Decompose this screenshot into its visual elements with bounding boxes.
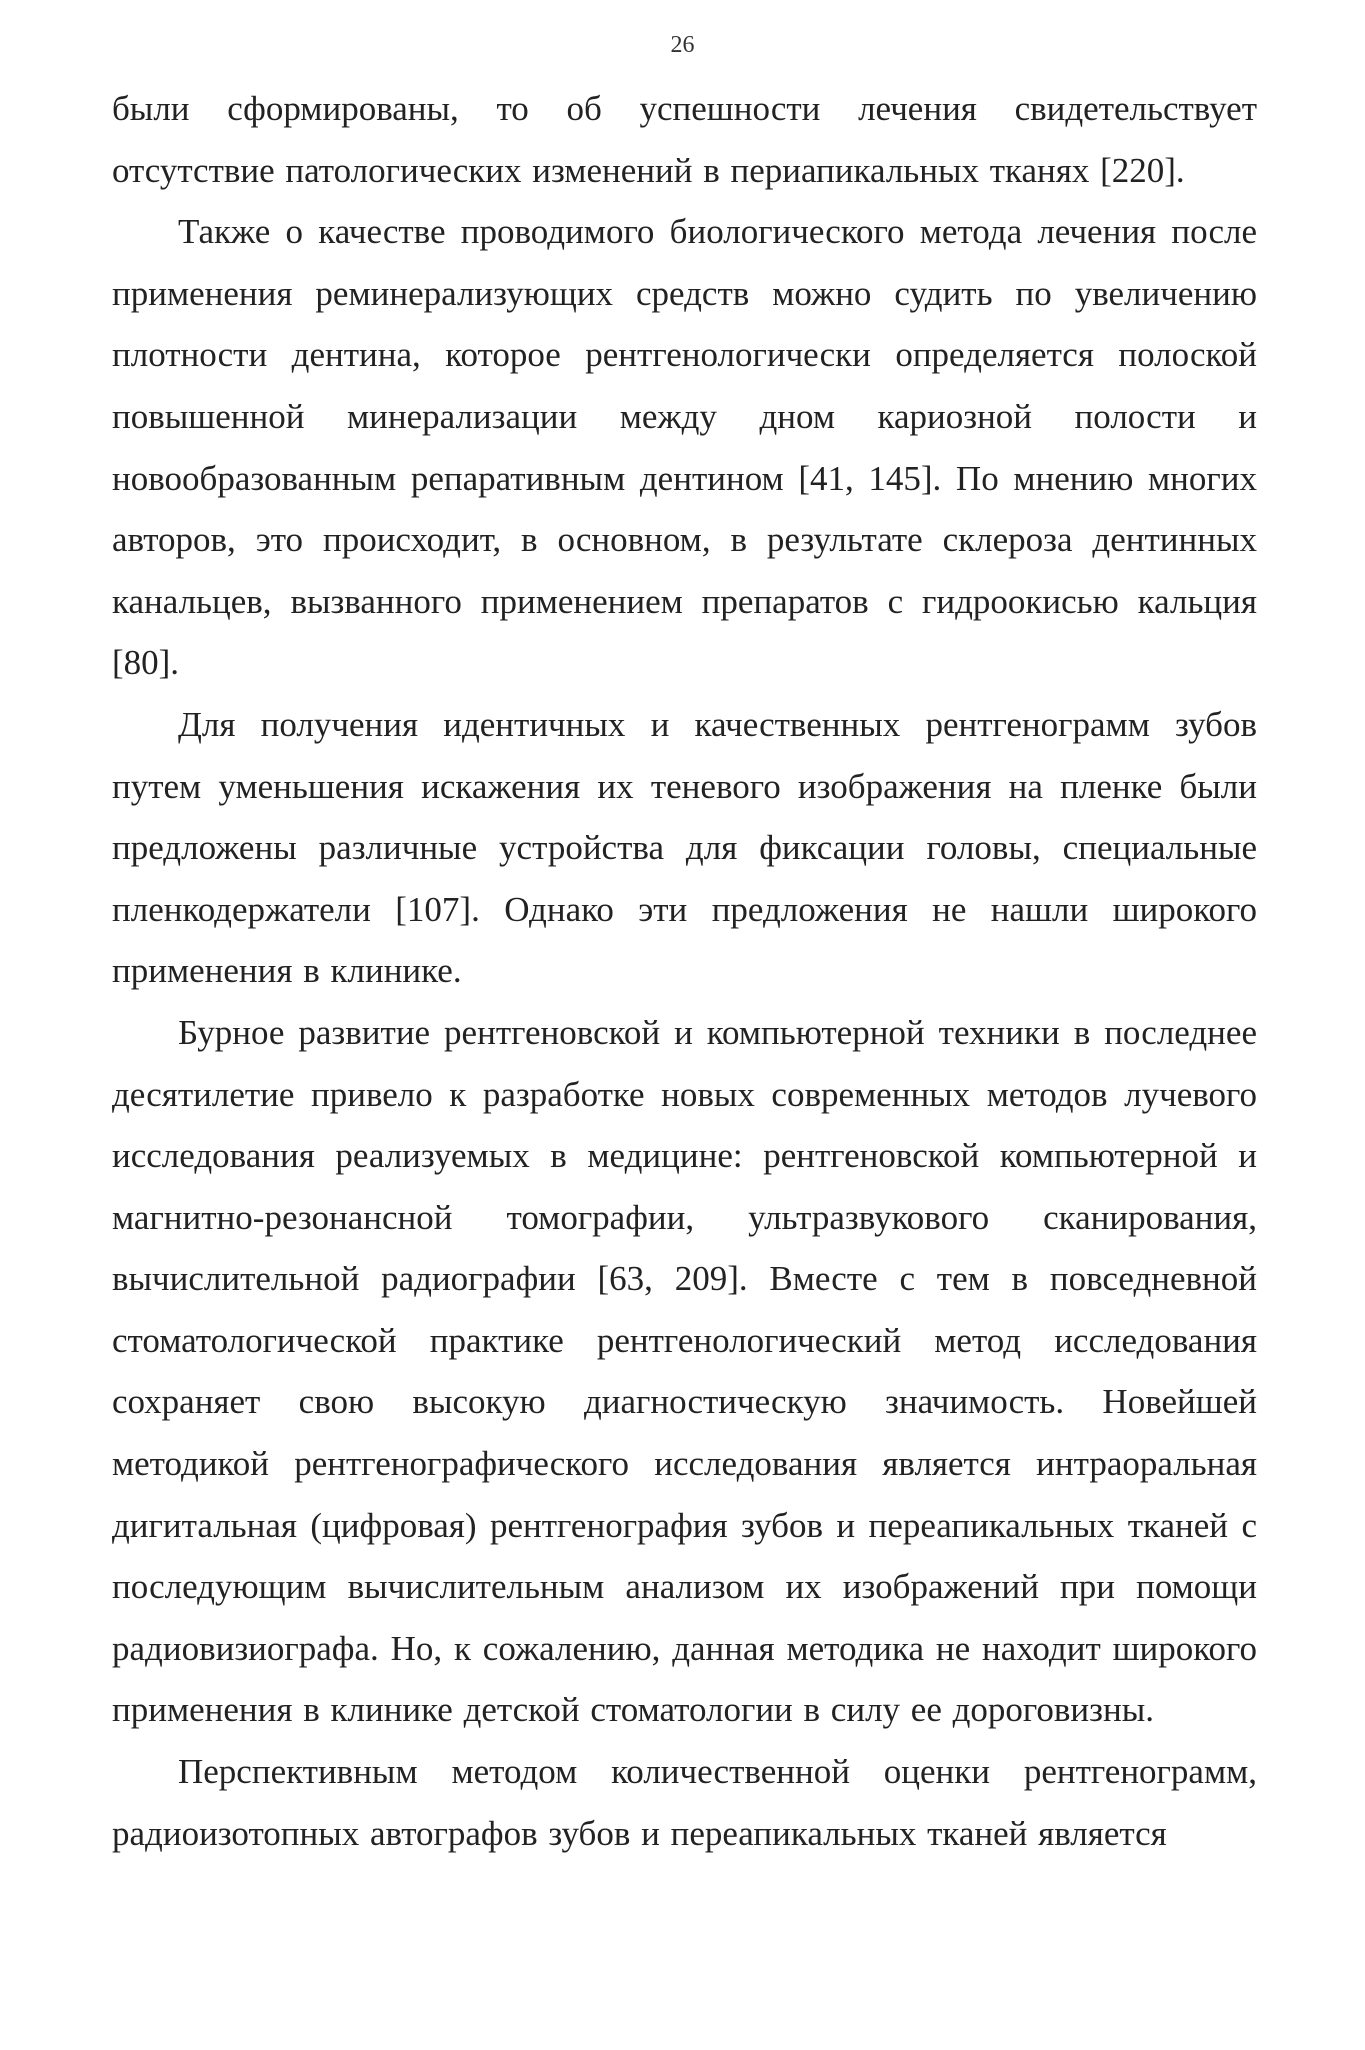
paragraph-continued: были сформированы, то об успешности лечения свидетельствует отсутствие патологических изменений в периапикальных тканях [220].	[112, 89, 1257, 190]
paragraph-radiology-methods: Бурное развитие рентгеновской и компьютерной техники в последнее десятилетие привело к разработке новых современных методов лучевого исследования реализуемых в медицине: рентгеновской компьютерной и магнитно-резонансной томографии, ультразвукового сканирования, вычислительной радиографии [63, 209]. Вместе с тем в повседневной стоматологической практике рентгенологический метод исследования сохраняет свою высокую диагностическую значимость. Новейшей методикой рентгенографического исследования является интраоральная дигитальная (цифровая) рентгенография зубов и переапикальных тканей с последующим вычислительным анализом их изображений при помощи радиовизиографа. Но, к сожалению, данная методика не находит широкого применения в клинике детской стоматологии в силу ее дороговизны.	[112, 1012, 1257, 1730]
paragraph-film-holders: Для получения идентичных и качественных рентгенограмм зубов путем уменьшения искажения их теневого изображения на пленке были предложены различные устройства для фиксации головы, специальные пленкодержатели [107]. Однако эти предложения не нашли широкого применения в клинике.	[112, 704, 1257, 991]
paragraph-quantitative-assessment: Перспективным методом количественной оценки рентгенограмм, радиоизотопных автографов зубов и переапикальных тканей является	[112, 1752, 1257, 1853]
text-body	[112, 78, 1257, 1864]
page-number: 26	[670, 32, 695, 58]
paragraph-reparative-dentin: Также о качестве проводимого биологического метода лечения после применения реминерализующих средств можно судить по увеличению плотности дентина, которое рентгенологически определяется полоской повышенной минерализации между дном кариозной полости и новообразованным репаративным дентином [41, 145]. По мнению многих авторов, это происходит, в основном, в результате склероза дентинных канальцев, вызванного применением препаратов с гидроокисью кальция [80].	[112, 212, 1257, 683]
